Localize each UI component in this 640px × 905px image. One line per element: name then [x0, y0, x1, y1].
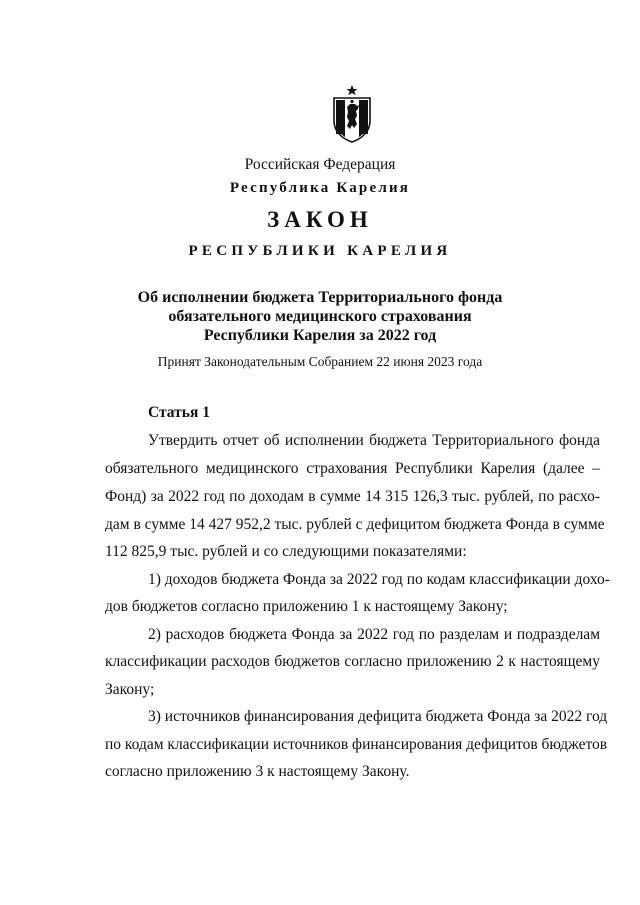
article-text-line: обязательного медицинского страхования Республики Карелия (далее –	[105, 460, 600, 477]
article-text-line: дов бюджетов согласно приложению 1 к настоящему Закону;	[105, 598, 508, 615]
subject-line: обязательного медицинского страхования	[168, 308, 472, 325]
article-text-line: 1) доходов бюджета Фонда за 2022 год по кодам классификации дохо-	[148, 571, 610, 588]
article-text-line: 2) расходов бюджета Фонда за 2022 год по разделам и подразделам	[148, 626, 600, 643]
article-text-line: 112 825,9 тыс. рублей и со следующими показателями:	[105, 543, 467, 560]
article-heading: Статья 1	[148, 404, 210, 421]
adoption-note: Принят Законодательным Собранием 22 июня 2023 года	[157, 354, 483, 369]
article-text-line: 3) источников финансирования дефицита бюджета Фонда за 2022 год	[148, 708, 608, 725]
article-text-line: классификации расходов бюджетов согласно приложению 2 к настоящему	[105, 653, 600, 670]
article-text-line: согласно приложению 3 к настоящему Закону.	[105, 763, 410, 780]
law-subtitle: РЕСПУБЛИКИ КАРЕЛИЯ	[188, 243, 452, 259]
law-subject	[0, 288, 640, 345]
subject-line: Республики Карелия за 2022 год	[203, 327, 437, 344]
republic-name: Республика Карелия	[229, 180, 411, 196]
law-title: ЗАКОН	[267, 207, 373, 232]
country-name: Российская Федерация	[244, 156, 396, 173]
article-text-line: по кодам классификации источников финансирования дефицитов бюджетов	[105, 736, 608, 753]
article-text-line: Закону;	[105, 681, 155, 698]
article-text-line: дам в сумме 14 427 952,2 тыс. рублей с дефицитом бюджета Фонда в сумме	[105, 516, 605, 533]
article-text-line: Фонд) за 2022 год по доходам в сумме 14 315 126,3 тыс. рублей, по расхо-	[105, 488, 600, 505]
karelia-coat-of-arms-icon	[328, 85, 376, 143]
article-text-line: Утвердить отчет об исполнении бюджета Территориального фонда	[148, 432, 600, 449]
subject-line: Об исполнении бюджета Территориального фонда	[137, 289, 503, 306]
